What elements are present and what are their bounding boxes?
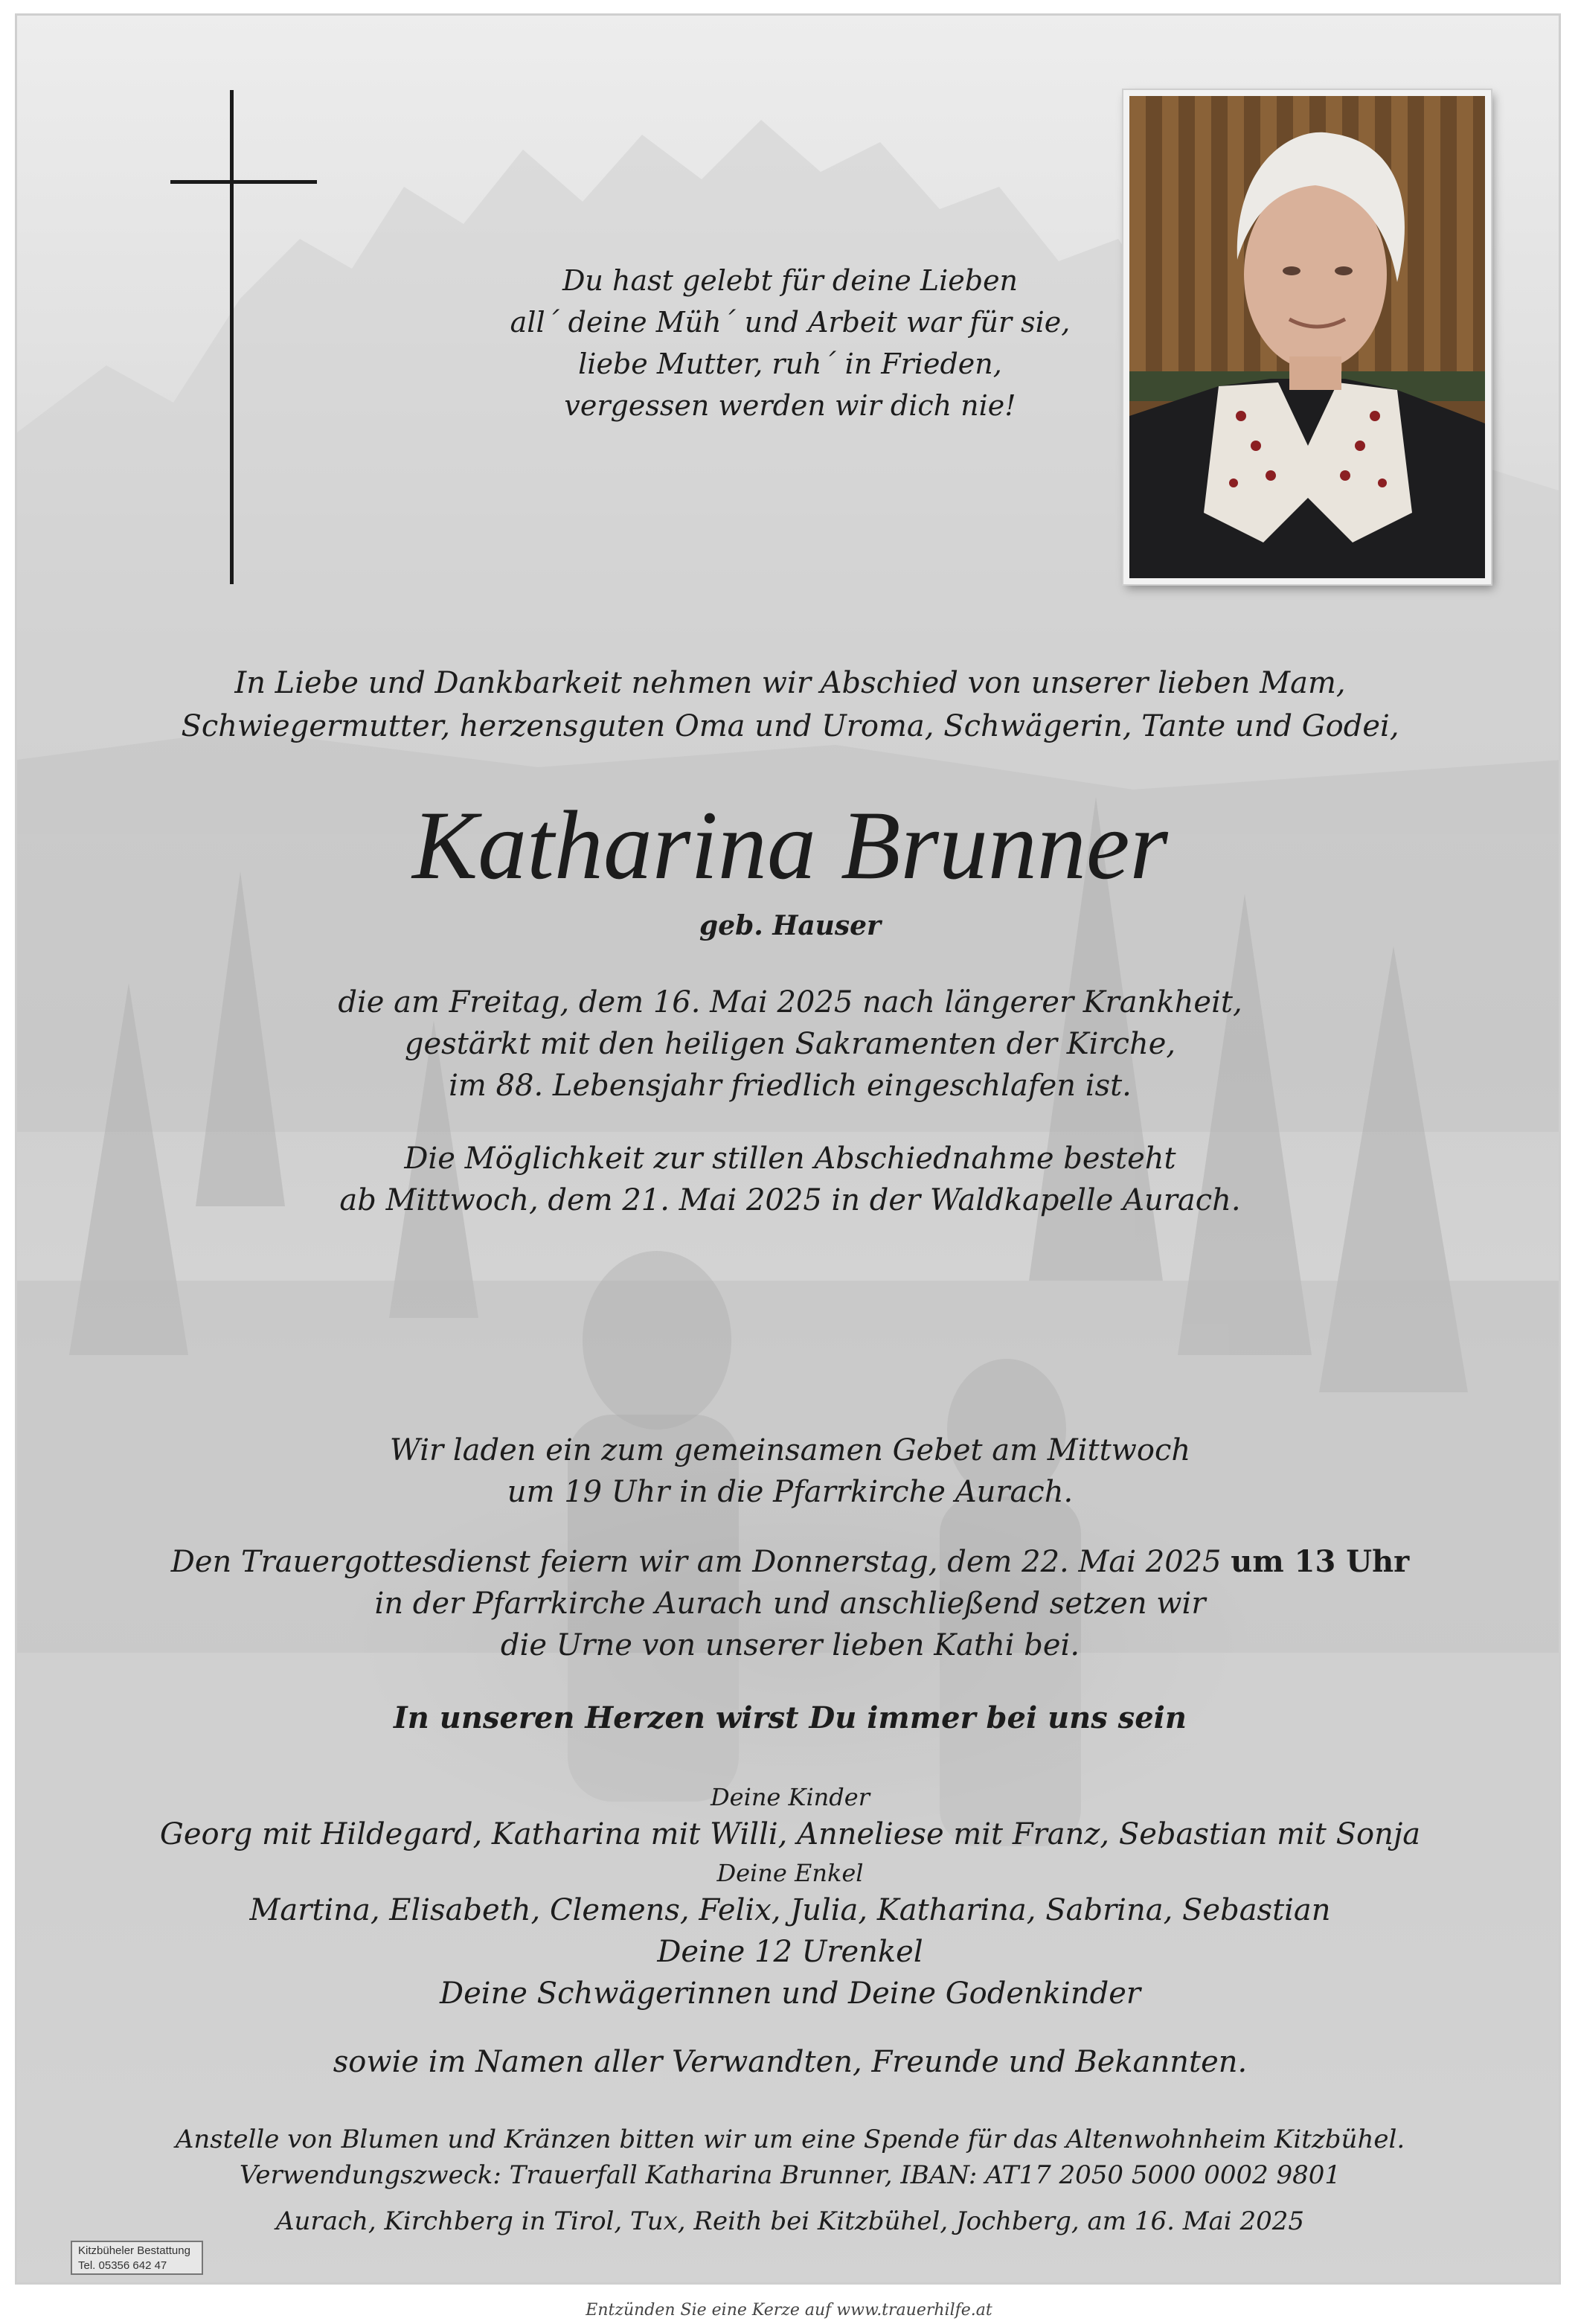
prayer-line: Wir laden ein zum gemeinsamen Gebet am Mittwoch <box>389 1433 1191 1467</box>
death-line: gestärkt mit den heiligen Sakramenten der Kirche, <box>404 1027 1176 1061</box>
intro-line: In Liebe und Dankbarkeit nehmen wir Abschied von unserer lieben Mam, <box>234 666 1346 700</box>
mass-line: in der Pfarrkirche Aurach und anschließend setzen wir <box>374 1587 1206 1621</box>
footer-link-text: Entzünden Sie eine Kerze auf www.trauerhilfe.at <box>586 2301 992 2320</box>
grandchildren-names: Martina, Elisabeth, Clemens, Felix, Julia, Katharina, Sabrina, Sebastian <box>249 1893 1331 1927</box>
death-line: im 88. Lebensjahr friedlich eingeschlafen ist. <box>449 1069 1132 1103</box>
logo-name: Kitzbüheler Bestattung <box>78 2244 190 2257</box>
donation-line: Anstelle von Blumen und Kränzen bitten wir um eine Spende für das Altenwohnheim Kitzbühel. <box>175 2125 1405 2154</box>
prayer-info <box>17 1430 1561 1513</box>
death-notice <box>17 982 1561 1107</box>
funeral-home-logo <box>71 2241 203 2275</box>
verse-line: Du hast gelebt für deine Lieben <box>562 264 1019 297</box>
verse-line: vergessen werden wir dich nie! <box>564 389 1016 422</box>
mass-line: die Urne von unserer lieben Kathi bei. <box>500 1628 1080 1662</box>
donation-request <box>17 2122 1561 2193</box>
children-names: Georg mit Hildegard, Katharina mit Willi, Anneliese mit Franz, Sebastian mit Sonja <box>159 1817 1421 1851</box>
donation-line: Verwendungszweck: Trauerfall Katharina Brunner, IBAN: AT17 2050 5000 0002 9801 <box>239 2160 1341 2190</box>
viewing-info <box>17 1138 1561 1221</box>
place-date: Aurach, Kirchberg in Tirol, Tux, Reith bei Kitzbühel, Jochberg, am 16. Mai 2025 <box>275 2206 1304 2236</box>
verse <box>17 260 1561 426</box>
mass-line <box>17 1541 1561 1583</box>
grandchildren-label: Deine Enkel <box>716 1859 864 1887</box>
relatives: sowie im Namen aller Verwandten, Freunde und Bekannten. <box>333 2045 1248 2079</box>
great-grandchildren: Deine 12 Urenkel <box>657 1935 923 1969</box>
intro-text <box>17 662 1561 748</box>
obituary-card <box>15 13 1561 2285</box>
mass-time: um 13 Uhr <box>1231 1544 1410 1579</box>
prayer-line: um 19 Uhr in die Pfarrkirche Aurach. <box>507 1475 1074 1509</box>
death-line: die am Freitag, dem 16. Mai 2025 nach längerer Krankheit, <box>338 985 1242 1019</box>
funeral-mass-info <box>17 1541 1561 1666</box>
verse-line: liebe Mutter, ruh´ in Frieden, <box>578 348 1002 380</box>
intro-line: Schwiegermutter, herzensguten Oma und Uroma, Schwägerin, Tante und Godei, <box>181 709 1399 743</box>
viewing-line: ab Mittwoch, dem 21. Mai 2025 in der Waldkapelle Aurach. <box>339 1183 1241 1217</box>
deceased-name: Katharina Brunner <box>412 790 1168 900</box>
maiden-name: geb. Hauser <box>699 910 881 941</box>
viewing-line: Die Möglichkeit zur stillen Abschiednahme besteht <box>404 1142 1176 1176</box>
verse-line: all´ deine Müh´ und Arbeit war für sie, <box>510 306 1071 339</box>
motto: In unseren Herzen wirst Du immer bei uns sein <box>394 1700 1187 1735</box>
mass-line-text: Den Trauergottesdienst feiern wir am Donnerstag, dem 22. Mai 2025 <box>170 1545 1231 1579</box>
in-laws: Deine Schwägerinnen und Deine Godenkinder <box>440 1976 1141 2011</box>
children-label: Deine Kinder <box>710 1783 870 1811</box>
logo-phone: Tel. 05356 642 47 <box>78 2259 167 2272</box>
